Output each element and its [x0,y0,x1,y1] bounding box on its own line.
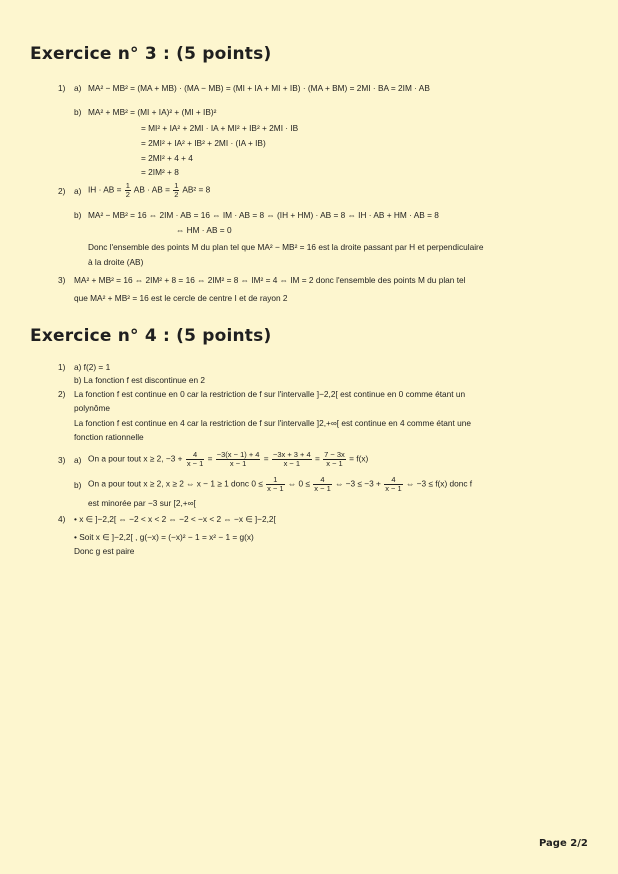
exercise-3-title: Exercice n° 3 : (5 points) [30,44,272,64]
fraction [216,451,261,468]
answer-text: • Soit x ∈ ]−2,2[ , g(−x) = (−x)² − 1 = x² − 1 = g(x) [74,532,254,542]
ex3-q1a-equation [88,83,430,94]
question-number: 2) [58,389,66,399]
equation-part: = f(x) [349,453,369,464]
equation-line: = 2MI² + 4 + 4 [141,153,193,163]
fraction [313,476,331,493]
fraction [173,182,179,199]
exercise-4-title: Exercice n° 4 : (5 points) [30,326,272,346]
subquestion-label: b) [74,480,82,490]
denominator: x − 1 [326,459,343,468]
numerator: −3(x − 1) + 4 [216,450,260,459]
ex4-q3b-equation [88,476,472,493]
numerator: 4 [384,476,402,485]
equation-part: MA² − MB² = ( [88,83,141,93]
subquestion-label: b) [74,107,82,117]
question-number: 3) [58,275,66,285]
equation-line: = MI² + IA² + 2MI · IA + MI² + IB² + 2MI · IB [141,123,299,133]
answer-text: polynôme [74,403,110,413]
denominator: x − 1 [229,459,247,468]
numerator: 7 − 3x [324,450,345,459]
fraction [186,451,204,468]
denominator: x − 1 [283,459,301,468]
equation-part: AB · AB = [133,184,170,195]
conclusion-text: à la droite (AB) [88,257,144,267]
equation-part: MA + MB) · (MA − MB) = (MI + IA + MI + IB) · (MA + BM) = 2MI · BA = 2IM · AB [140,83,430,93]
denominator: x − 1 [267,484,284,493]
page-number: Page 2/2 [539,838,588,849]
question-number: 1) [58,362,66,372]
answer-text: fonction rationnelle [74,432,144,442]
equation-part: On a pour tout x ≥ 2, −3 + [88,453,183,464]
equation-line: ⇔ HM · AB = 0 [176,225,232,235]
equation-part: ⇔ −3 ≤ f(x) donc f [406,478,473,489]
equation-line: MA² + MB² = 16 ⇔ 2IM² + 8 = 16 ⇔ 2IM² = 8 ⇔ IM² = 4 ⇔ IM = 2 donc l'ensemble des points M du plan tel [74,275,466,285]
numerator: 1 [174,181,179,190]
answer-text: • x ∈ ]−2,2[ ⇔ −2 < x < 2 ⇔ −2 < −x < 2 ⇔ −x ∈ ]−2,2[ [74,514,276,524]
denominator: 2 [125,190,130,199]
denominator: x − 1 [186,459,204,468]
equation-line: = 2IM² + 8 [141,167,179,177]
subquestion-label: a) [74,186,82,196]
equation-line: = 2MI² + IA² + IB² + 2MI · (IA + IB) [141,138,266,148]
numerator: 1 [266,476,284,485]
ex3-q2a-equation [88,182,210,199]
fraction [272,451,312,468]
fraction [266,476,284,493]
question-number: 1) [58,83,66,93]
equation-line: MA² + MB² = (MI + IA)² + (MI + IB)² [88,107,217,117]
equation-part: On a pour tout x ≥ 2, x ≥ 2 ⇔ x − 1 ≥ 1 donc 0 ≤ [88,478,263,489]
answer-text: a) f(2) = 1 [74,362,111,372]
fraction [323,451,346,468]
conclusion-text: Donc l'ensemble des points M du plan tel que MA² − MB² = 16 est la droite passant par H et perpendiculaire [88,242,484,252]
fraction [384,476,402,493]
numerator: −3x + 3 + 4 [272,450,311,459]
question-number: 4) [58,514,66,524]
denominator: 2 [174,190,179,199]
answer-text: b) La fonction f est discontinue en 2 [74,375,205,385]
answer-text: Donc g est paire [74,546,135,556]
ex4-q3a-equation: On a pour tout x ≥ 2, −3 + $\frac{4}{x - 1}$ = $\frac{-3(x - 1) + 4}{x - 1}$ = $\frac{-3x + 3 + 4}{x - 1}$ = $\frac{7 - 3x}{x - 1}$ = f(x) [88,450,369,468]
equation-line: MA² − MB² = 16 ⇔ 2IM · AB = 16 ⇔ IM · AB = 8 ⇔ (IH + HM) · AB = 8 ⇔ IH · AB + HM · AB = 8 [88,210,439,220]
numerator: 4 [186,451,204,460]
denominator: x − 1 [314,484,331,493]
question-number: 3) [58,455,66,465]
numerator: 4 [313,476,331,485]
subquestion-label: b) [74,210,82,220]
equation-part: AB² = 8 [182,184,211,195]
equation-part: IH · AB = [88,184,122,195]
subquestion-label: a) [74,455,82,465]
conclusion-text: que MA² + MB² = 16 est le cercle de centre I et de rayon 2 [74,293,288,303]
numerator: 1 [125,181,130,190]
equation-part: ⇔ −3 ≤ −3 + [335,478,381,489]
answer-text: La fonction f est continue en 4 car la restriction de f sur l'intervalle ]2,+∞[ est continue en 4 comme étant une [74,418,471,428]
equation-part: ⇔ 0 ≤ [287,478,310,489]
denominator: x − 1 [385,484,402,493]
answer-text: est minorée par −3 sur [2,+∞[ [88,498,196,508]
subquestion-label: a) [74,83,82,93]
answer-text: La fonction f est continue en 0 car la restriction de f sur l'intervalle ]−2,2[ est continue en 0 comme étant un [74,389,466,399]
question-number: 2) [58,186,66,196]
fraction [125,182,131,199]
